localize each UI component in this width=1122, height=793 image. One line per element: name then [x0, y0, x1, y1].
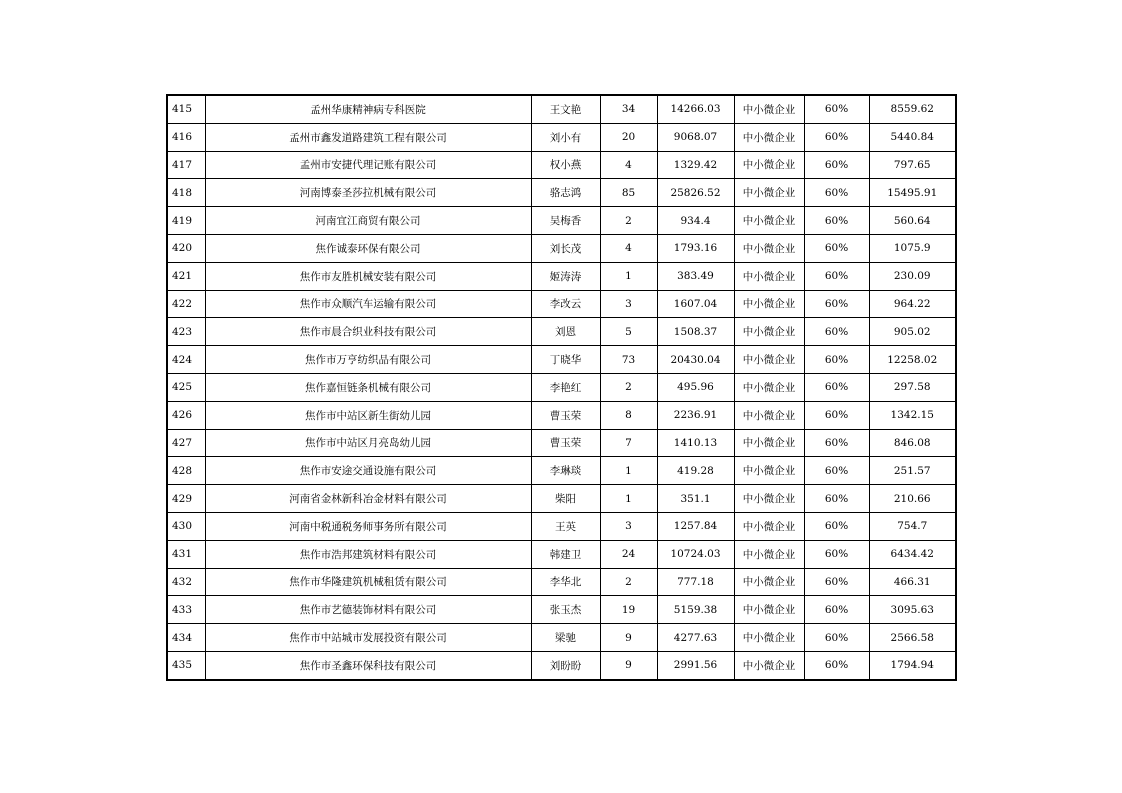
paid-amount-cell: 1410.13	[657, 429, 734, 457]
contact-person-cell: 李艳红	[531, 373, 600, 401]
enterprise-type-cell: 中小微企业	[734, 373, 804, 401]
insured-count-cell: 1	[600, 485, 657, 513]
row-number-cell: 426	[167, 401, 205, 429]
refund-amount-cell: 1342.15	[869, 401, 956, 429]
row-number-cell: 433	[167, 596, 205, 624]
paid-amount-cell: 20430.04	[657, 346, 734, 374]
table-row	[167, 429, 956, 457]
table-row	[167, 346, 956, 374]
table-row	[167, 234, 956, 262]
refund-rate-cell: 60%	[804, 401, 869, 429]
row-number-cell: 424	[167, 346, 205, 374]
row-number-cell: 430	[167, 512, 205, 540]
enterprise-type-cell: 中小微企业	[734, 234, 804, 262]
enterprise-type-cell: 中小微企业	[734, 568, 804, 596]
company-name-cell: 焦作诚泰环保有限公司	[205, 234, 531, 262]
enterprise-type-cell: 中小微企业	[734, 262, 804, 290]
refund-rate-cell: 60%	[804, 151, 869, 179]
refund-amount-cell: 846.08	[869, 429, 956, 457]
table-row	[167, 540, 956, 568]
row-number-cell: 420	[167, 234, 205, 262]
contact-person-cell: 韩建卫	[531, 540, 600, 568]
insured-count-cell: 9	[600, 651, 657, 679]
row-number-cell: 432	[167, 568, 205, 596]
contact-person-cell: 李琳琰	[531, 457, 600, 485]
row-number-cell: 423	[167, 318, 205, 346]
refund-amount-cell: 297.58	[869, 373, 956, 401]
company-name-cell: 焦作市友胜机械安装有限公司	[205, 262, 531, 290]
enterprise-type-cell: 中小微企业	[734, 457, 804, 485]
company-name-cell: 焦作市晨合织业科技有限公司	[205, 318, 531, 346]
enterprise-type-cell: 中小微企业	[734, 596, 804, 624]
contact-person-cell: 梁驰	[531, 624, 600, 652]
enterprise-type-cell: 中小微企业	[734, 429, 804, 457]
enterprise-type-cell: 中小微企业	[734, 318, 804, 346]
paid-amount-cell: 14266.03	[657, 95, 734, 123]
refund-amount-cell: 5440.84	[869, 123, 956, 151]
refund-rate-cell: 60%	[804, 540, 869, 568]
refund-rate-cell: 60%	[804, 651, 869, 679]
paid-amount-cell: 4277.63	[657, 624, 734, 652]
insured-count-cell: 5	[600, 318, 657, 346]
insured-count-cell: 2	[600, 373, 657, 401]
enterprise-type-cell: 中小微企业	[734, 95, 804, 123]
company-name-cell: 焦作市艺德装饰材料有限公司	[205, 596, 531, 624]
refund-rate-cell: 60%	[804, 207, 869, 235]
table-row	[167, 401, 956, 429]
refund-amount-cell: 466.31	[869, 568, 956, 596]
enterprise-type-cell: 中小微企业	[734, 485, 804, 513]
company-name-cell: 焦作市中站区新生街幼儿园	[205, 401, 531, 429]
contact-person-cell: 刘小有	[531, 123, 600, 151]
refund-rate-cell: 60%	[804, 95, 869, 123]
row-number-cell: 415	[167, 95, 205, 123]
row-number-cell: 435	[167, 651, 205, 679]
refund-rate-cell: 60%	[804, 485, 869, 513]
contact-person-cell: 李改云	[531, 290, 600, 318]
refund-rate-cell: 60%	[804, 123, 869, 151]
row-number-cell: 428	[167, 457, 205, 485]
subsidy-table	[166, 94, 957, 681]
row-number-cell: 419	[167, 207, 205, 235]
enterprise-type-cell: 中小微企业	[734, 207, 804, 235]
table-row	[167, 596, 956, 624]
refund-rate-cell: 60%	[804, 262, 869, 290]
table-row	[167, 95, 956, 123]
paid-amount-cell: 2236.91	[657, 401, 734, 429]
insured-count-cell: 1	[600, 262, 657, 290]
company-name-cell: 焦作市中站区月亮岛幼儿园	[205, 429, 531, 457]
enterprise-type-cell: 中小微企业	[734, 512, 804, 540]
contact-person-cell: 王文艳	[531, 95, 600, 123]
enterprise-type-cell: 中小微企业	[734, 290, 804, 318]
refund-rate-cell: 60%	[804, 429, 869, 457]
insured-count-cell: 73	[600, 346, 657, 374]
insured-count-cell: 4	[600, 151, 657, 179]
enterprise-type-cell: 中小微企业	[734, 151, 804, 179]
insured-count-cell: 7	[600, 429, 657, 457]
row-number-cell: 425	[167, 373, 205, 401]
refund-amount-cell: 3095.63	[869, 596, 956, 624]
paid-amount-cell: 1257.84	[657, 512, 734, 540]
row-number-cell: 429	[167, 485, 205, 513]
company-name-cell: 焦作嘉恒链条机械有限公司	[205, 373, 531, 401]
enterprise-type-cell: 中小微企业	[734, 179, 804, 207]
refund-amount-cell: 2566.58	[869, 624, 956, 652]
insured-count-cell: 2	[600, 568, 657, 596]
table-row	[167, 651, 956, 679]
refund-rate-cell: 60%	[804, 290, 869, 318]
row-number-cell: 431	[167, 540, 205, 568]
company-name-cell: 焦作市浩邦建筑材料有限公司	[205, 540, 531, 568]
company-name-cell: 孟州华康精神病专科医院	[205, 95, 531, 123]
enterprise-type-cell: 中小微企业	[734, 651, 804, 679]
table-row	[167, 207, 956, 235]
enterprise-type-cell: 中小微企业	[734, 123, 804, 151]
paid-amount-cell: 1508.37	[657, 318, 734, 346]
contact-person-cell: 王英	[531, 512, 600, 540]
table-row	[167, 457, 956, 485]
paid-amount-cell: 777.18	[657, 568, 734, 596]
refund-rate-cell: 60%	[804, 318, 869, 346]
refund-rate-cell: 60%	[804, 596, 869, 624]
company-name-cell: 河南省金林新科冶金材料有限公司	[205, 485, 531, 513]
refund-amount-cell: 230.09	[869, 262, 956, 290]
company-name-cell: 焦作市安途交通设施有限公司	[205, 457, 531, 485]
insured-count-cell: 3	[600, 512, 657, 540]
refund-amount-cell: 6434.42	[869, 540, 956, 568]
company-name-cell: 孟州市安捷代理记账有限公司	[205, 151, 531, 179]
company-name-cell: 焦作市圣鑫环保科技有限公司	[205, 651, 531, 679]
company-name-cell: 河南宜江商贸有限公司	[205, 207, 531, 235]
contact-person-cell: 曹玉荣	[531, 401, 600, 429]
refund-amount-cell: 251.57	[869, 457, 956, 485]
refund-amount-cell: 754.7	[869, 512, 956, 540]
table-row	[167, 123, 956, 151]
enterprise-type-cell: 中小微企业	[734, 401, 804, 429]
paid-amount-cell: 5159.38	[657, 596, 734, 624]
contact-person-cell: 张玉杰	[531, 596, 600, 624]
row-number-cell: 422	[167, 290, 205, 318]
enterprise-type-cell: 中小微企业	[734, 540, 804, 568]
insured-count-cell: 19	[600, 596, 657, 624]
company-name-cell: 河南博泰圣莎拉机械有限公司	[205, 179, 531, 207]
contact-person-cell: 曹玉荣	[531, 429, 600, 457]
paid-amount-cell: 1607.04	[657, 290, 734, 318]
table-row	[167, 373, 956, 401]
company-name-cell: 焦作市众顺汽车运输有限公司	[205, 290, 531, 318]
paid-amount-cell: 1793.16	[657, 234, 734, 262]
refund-amount-cell: 12258.02	[869, 346, 956, 374]
company-name-cell: 孟州市鑫发道路建筑工程有限公司	[205, 123, 531, 151]
refund-rate-cell: 60%	[804, 234, 869, 262]
insured-count-cell: 2	[600, 207, 657, 235]
company-name-cell: 焦作市中站城市发展投资有限公司	[205, 624, 531, 652]
paid-amount-cell: 1329.42	[657, 151, 734, 179]
contact-person-cell: 柴阳	[531, 485, 600, 513]
row-number-cell: 427	[167, 429, 205, 457]
table-row	[167, 568, 956, 596]
refund-amount-cell: 8559.62	[869, 95, 956, 123]
refund-amount-cell: 15495.91	[869, 179, 956, 207]
table-body	[167, 95, 956, 680]
insured-count-cell: 1	[600, 457, 657, 485]
insured-count-cell: 20	[600, 123, 657, 151]
insured-count-cell: 8	[600, 401, 657, 429]
contact-person-cell: 权小燕	[531, 151, 600, 179]
contact-person-cell: 丁晓华	[531, 346, 600, 374]
refund-rate-cell: 60%	[804, 457, 869, 485]
contact-person-cell: 刘长茂	[531, 234, 600, 262]
row-number-cell: 416	[167, 123, 205, 151]
contact-person-cell: 刘恩	[531, 318, 600, 346]
paid-amount-cell: 9068.07	[657, 123, 734, 151]
table-row	[167, 151, 956, 179]
paid-amount-cell: 10724.03	[657, 540, 734, 568]
paid-amount-cell: 25826.52	[657, 179, 734, 207]
table-row	[167, 262, 956, 290]
refund-amount-cell: 1075.9	[869, 234, 956, 262]
refund-amount-cell: 905.02	[869, 318, 956, 346]
company-name-cell: 河南中税通税务师事务所有限公司	[205, 512, 531, 540]
refund-rate-cell: 60%	[804, 179, 869, 207]
table-row	[167, 179, 956, 207]
table-row	[167, 318, 956, 346]
refund-rate-cell: 60%	[804, 346, 869, 374]
paid-amount-cell: 383.49	[657, 262, 734, 290]
refund-amount-cell: 964.22	[869, 290, 956, 318]
table-row	[167, 290, 956, 318]
insured-count-cell: 4	[600, 234, 657, 262]
contact-person-cell: 刘盼盼	[531, 651, 600, 679]
insured-count-cell: 34	[600, 95, 657, 123]
enterprise-type-cell: 中小微企业	[734, 624, 804, 652]
contact-person-cell: 李华北	[531, 568, 600, 596]
row-number-cell: 417	[167, 151, 205, 179]
refund-rate-cell: 60%	[804, 624, 869, 652]
paid-amount-cell: 495.96	[657, 373, 734, 401]
refund-amount-cell: 1794.94	[869, 651, 956, 679]
paid-amount-cell: 351.1	[657, 485, 734, 513]
row-number-cell: 418	[167, 179, 205, 207]
refund-amount-cell: 797.65	[869, 151, 956, 179]
insured-count-cell: 24	[600, 540, 657, 568]
paid-amount-cell: 419.28	[657, 457, 734, 485]
contact-person-cell: 姬涛涛	[531, 262, 600, 290]
contact-person-cell: 吴梅香	[531, 207, 600, 235]
enterprise-type-cell: 中小微企业	[734, 346, 804, 374]
company-name-cell: 焦作市万亨纺织品有限公司	[205, 346, 531, 374]
insured-count-cell: 85	[600, 179, 657, 207]
table-row	[167, 512, 956, 540]
contact-person-cell: 骆志鸿	[531, 179, 600, 207]
table-row	[167, 485, 956, 513]
table-row	[167, 624, 956, 652]
insured-count-cell: 3	[600, 290, 657, 318]
refund-amount-cell: 560.64	[869, 207, 956, 235]
row-number-cell: 421	[167, 262, 205, 290]
refund-amount-cell: 210.66	[869, 485, 956, 513]
refund-rate-cell: 60%	[804, 568, 869, 596]
paid-amount-cell: 2991.56	[657, 651, 734, 679]
row-number-cell: 434	[167, 624, 205, 652]
company-name-cell: 焦作市华隆建筑机械租赁有限公司	[205, 568, 531, 596]
paid-amount-cell: 934.4	[657, 207, 734, 235]
refund-rate-cell: 60%	[804, 512, 869, 540]
refund-rate-cell: 60%	[804, 373, 869, 401]
insured-count-cell: 9	[600, 624, 657, 652]
